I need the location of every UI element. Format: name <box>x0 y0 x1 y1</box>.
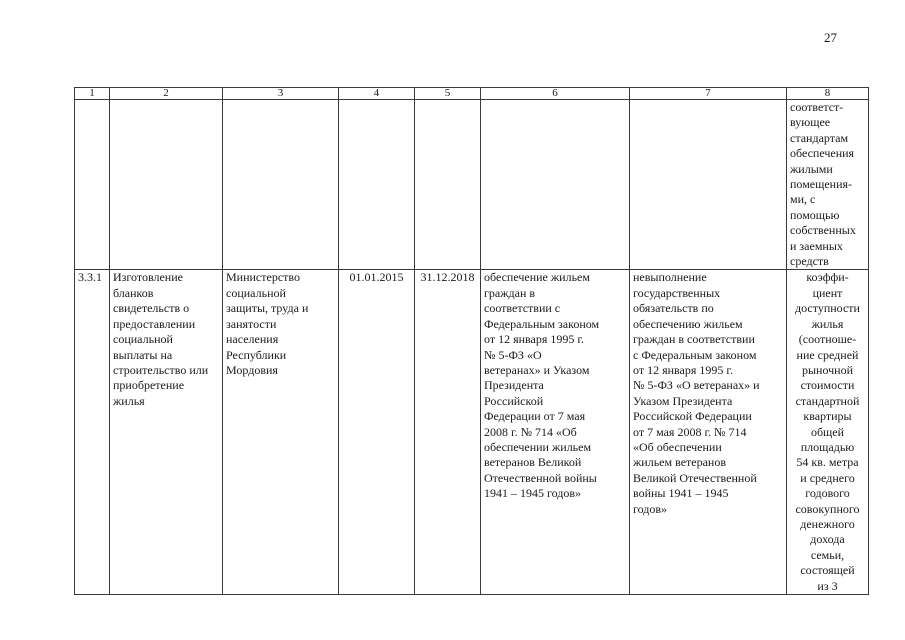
cell-empty <box>223 100 339 270</box>
column-header-4: 4 <box>339 88 415 100</box>
cell-executor <box>223 270 339 595</box>
expected-result: обеспечение жильем граждан в соответствии с Федеральным законом от 12 января 1995 г. № 5-ФЗ «О ветеранах» и Указом Президента Российской Федерации от 7 мая 2008 г. № 714 «Об обеспечении жильем ветеранов Великой Отечественной войны 1941 – 1945 годов» <box>484 270 600 501</box>
column-header-1: 1 <box>75 88 110 100</box>
column-header-7: 7 <box>630 88 787 100</box>
indicator: коэффи- циент доступности жилья (соотноше- ние средней рыночной стоимости стандартной квартиры общей площадью 54 кв. метра и среднего годового совокупного денежного дохода семьи, состоящей из 3 <box>795 270 860 593</box>
cell-end-date <box>415 270 481 595</box>
cell-empty <box>630 100 787 270</box>
cell-consequences <box>630 270 787 595</box>
cell-empty <box>110 100 223 270</box>
cell-measure-name <box>110 270 223 595</box>
column-header-8: 8 <box>787 88 869 100</box>
column-header-5: 5 <box>415 88 481 100</box>
cell-item-number <box>75 270 110 595</box>
cell-start-date <box>339 270 415 595</box>
cell-indicator <box>787 270 869 595</box>
cell-indicator-continued <box>787 100 869 270</box>
cell-empty <box>75 100 110 270</box>
cell-empty <box>415 100 481 270</box>
table-row <box>75 270 869 595</box>
column-number-row <box>75 88 869 100</box>
executor: Министерство социальной защиты, труда и занятости населения Республики Мордовия <box>226 270 309 377</box>
cell-expected-result <box>481 270 630 595</box>
item-number: 3.3.1 <box>78 270 102 285</box>
column-header-3: 3 <box>223 88 339 100</box>
cell-empty <box>481 100 630 270</box>
column-header-2: 2 <box>110 88 223 100</box>
indicator-continued-text: соответст- вующее стандартам обеспечения жилыми помещения- ми, с помощью собственных и заемных средств <box>790 100 856 269</box>
page-number: 27 <box>824 30 837 45</box>
table-row-continuation <box>75 100 869 270</box>
end-date: 31.12.2018 <box>420 270 475 285</box>
start-date: 01.01.2015 <box>349 270 404 285</box>
column-header-6: 6 <box>481 88 630 100</box>
measure-name: Изготовление бланков свидетельств о предоставлении социальной выплаты на строительство или приобретение жилья <box>113 270 209 408</box>
consequences: невыполнение государственных обязательств по обеспечению жильем граждан в соответствии с Федеральным законом от 12 января 1995 г. № 5-ФЗ «О ветеранах» и Указом Президента Российской Федерации от 7 мая 2008 г. № 714 «Об обеспечении жильем ветеранов Великой Отечественной войны 1941 – 1945 годов» <box>633 270 760 516</box>
measures-table <box>74 87 869 595</box>
cell-empty <box>339 100 415 270</box>
